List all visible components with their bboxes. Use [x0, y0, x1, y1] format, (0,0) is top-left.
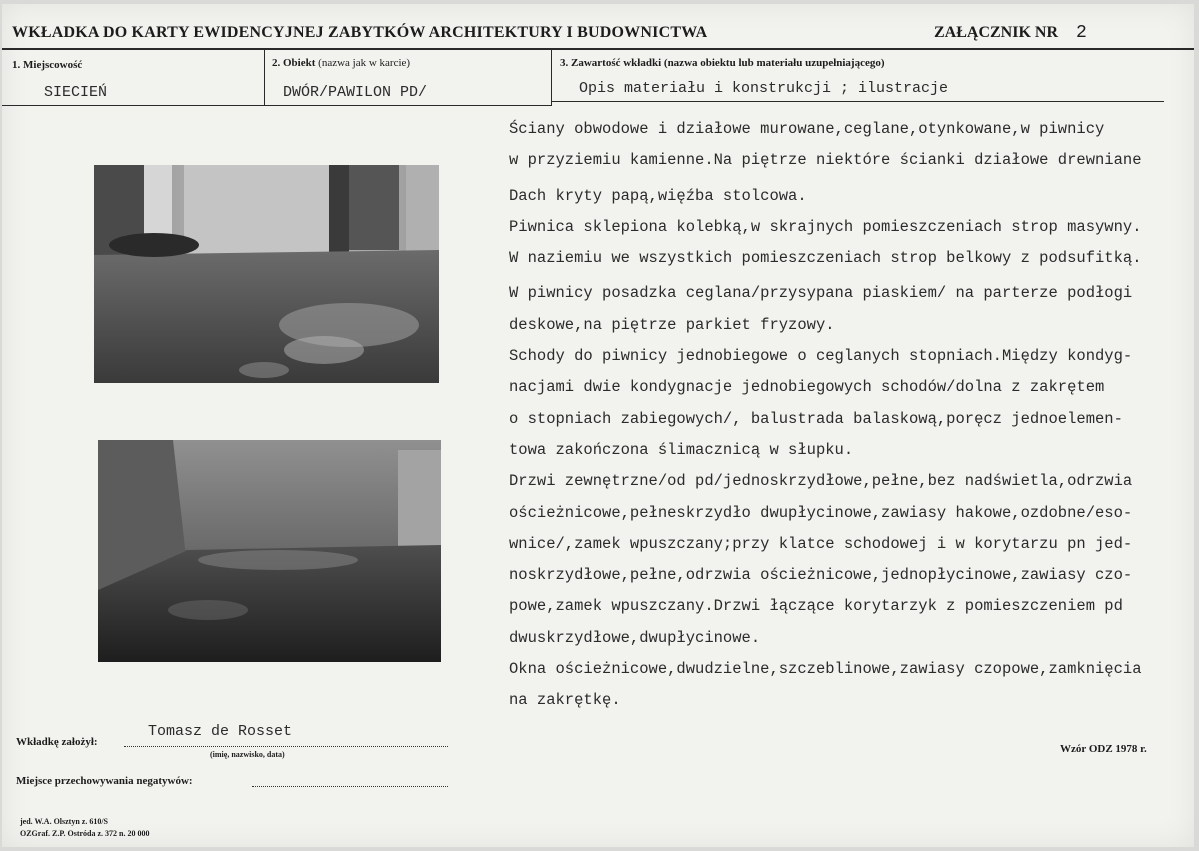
founder-value: Tomasz de Rosset: [148, 723, 293, 740]
storage-dotted-line: [252, 786, 448, 787]
photo-cellar-corner: [98, 440, 441, 662]
description-line: deskowe,na piętrze parkiet fryzowy.: [509, 315, 835, 334]
description-line: w przyziemiu kamienne.Na piętrze niektóre ścianki działowe drewniane: [509, 151, 1142, 170]
template-note: Wzór ODZ 1978 r.: [1060, 743, 1147, 755]
column-divider-1: [264, 50, 265, 106]
description-line: o stopniach zabiegowych/, balustrada balaskową,poręcz jednoelemen-: [509, 409, 1123, 428]
annex-label: ZAŁĄCZNIK NR: [934, 24, 1059, 41]
description-line: nacjami dwie kondygnacje jednobiegowych schodów/dolna z zakrętem: [509, 378, 1105, 397]
print-line-1: jed. W.A. Olsztyn z. 610/S: [20, 817, 109, 826]
record-sheet: [2, 4, 1194, 847]
founder-label: Wkładkę założył:: [16, 736, 98, 748]
description-line: noskrzydłowe,pełne,odrzwia ościeżnicowe,jednopłycinowe,zawiasy czo-: [509, 566, 1133, 585]
description-line: Piwnica sklepiona kolebką,w skrajnych pomieszczeniach strop masywny.: [509, 217, 1142, 236]
description-line: Okna ościeżnicowe,dwudzielne,szczeblinowe,zawiasy czopowe,zamknięcia: [509, 660, 1142, 679]
object-value: DWÓR/PAWILON PD/: [283, 84, 428, 101]
description-line: Ściany obwodowe i działowe murowane,ceglane,otynkowane,w piwnicy: [509, 120, 1105, 138]
description-line: dwuskrzydłowe,dwupłycinowe.: [509, 628, 761, 647]
content-label-note: (nazwa obiektu lub materiału uzupełniającego): [663, 57, 885, 69]
storage-label: Miejsce przechowywania negatywów:: [16, 775, 193, 787]
locality-value: SIECIEŃ: [44, 84, 108, 101]
description-line: ościeżnicowe,pełneskrzydło dwupłycinowe,zawiasy hakowe,ozdobne/eso-: [509, 503, 1133, 522]
founder-dotted-line: [124, 746, 448, 747]
content-value: Opis materiału i konstrukcji ; ilustracje: [579, 80, 949, 97]
header-rule: [2, 48, 1194, 50]
object-label-main: 2. Obiekt: [272, 57, 316, 69]
description-line: Schody do piwnicy jednobiegowe o ceglanych stopniach.Między kondyg-: [509, 347, 1133, 366]
photo-interior-room: [94, 165, 439, 383]
locality-label: 1. Miejscowość: [12, 59, 83, 71]
description-line: powe,zamek wpuszczany.Drzwi łączące korytarzyk z pomieszczeniem pd: [509, 597, 1123, 616]
description-line: wnice/,zamek wpuszczany;przy klatce schodowej i w korytarzu pn jed-: [509, 534, 1133, 553]
column-divider-2: [551, 50, 552, 106]
object-label: [272, 57, 410, 69]
content-label: [560, 57, 885, 69]
form-title: WKŁADKA DO KARTY EWIDENCYJNEJ ZABYTKÓW ARCHITEKTURY I BUDOWNICTWA: [12, 24, 708, 41]
field-rule-left: [2, 105, 264, 106]
description-line: Dach kryty papą,więźba stolcowa.: [509, 186, 807, 205]
founder-hint: (imię, nazwisko, data): [210, 750, 285, 759]
description-line: Drzwi zewnętrzne/od pd/jednoskrzydłowe,pełne,bez nadświetla,odrzwia: [509, 472, 1133, 491]
print-line-2: OZGraf. Z.P. Ostróda z. 372 n. 20 000: [20, 829, 150, 838]
description-line: W naziemiu we wszystkich pomieszczeniach strop belkowy z podsufitką.: [509, 249, 1142, 268]
annex-number: 2: [1076, 23, 1087, 43]
field-rule-mid: [265, 105, 551, 106]
object-label-note: (nazwa jak w karcie): [318, 57, 411, 69]
description-text: [509, 114, 1199, 717]
description-line: towa zakończona ślimacznicą w słupku.: [509, 440, 854, 459]
description-line: W piwnicy posadzka ceglana/przysypana piaskiem/ na parterze podłogi: [509, 284, 1133, 303]
content-label-main: 3. Zawartość wkładki: [560, 57, 662, 69]
description-line: na zakrętkę.: [509, 691, 621, 710]
field-rule-right: [552, 101, 1164, 102]
